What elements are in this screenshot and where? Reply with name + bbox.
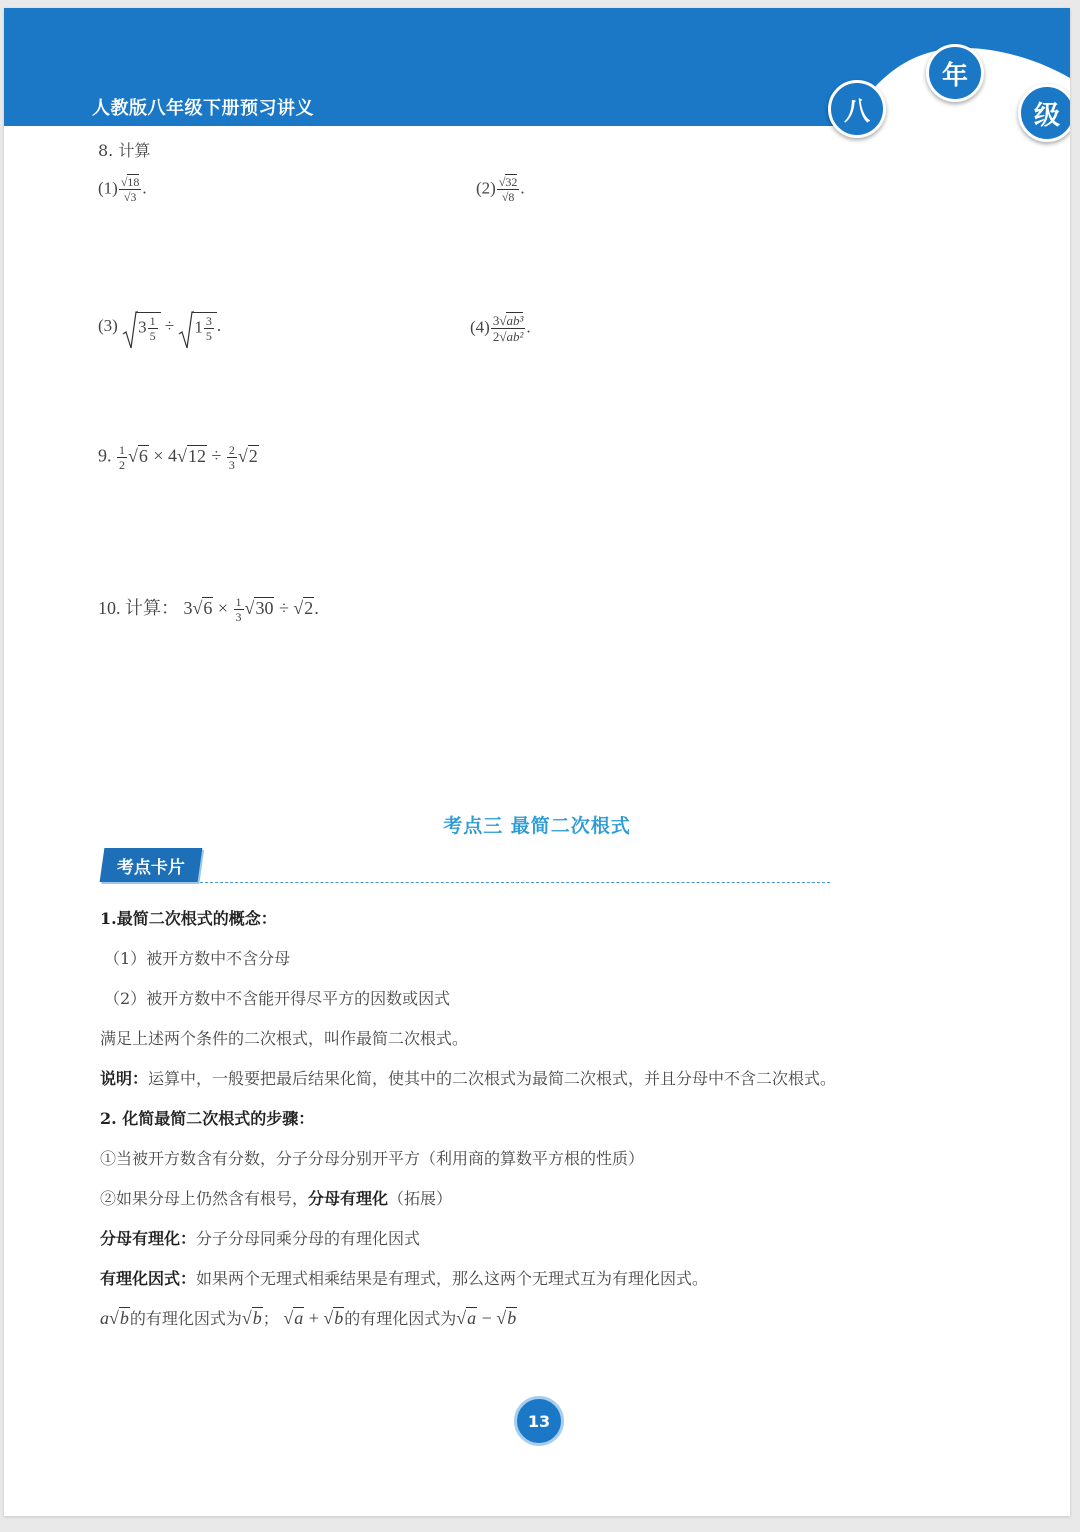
rationalizing-factor-examples: a√b的有理化因式为√b； √a + √b的有理化因式为√a − √b: [100, 1308, 517, 1328]
question-8-part-1: (1) $\frac{√18}{√3}$ .: [98, 175, 147, 204]
question-8-part-2: (2) $\frac{√32}{√8}$ .: [476, 175, 525, 204]
question-8-part-4: (4) $\frac{\text{3√ab³}}{\text{2√ab²}}$ .: [470, 313, 531, 344]
steps-heading: 2. 化简最简二次根式的步骤：: [100, 1109, 315, 1128]
question-8-label: 8. 计算: [98, 141, 151, 160]
concept-note: 说明：运算中，一般要把最后结果化简，使其中的二次根式为最简二次根式，并且分母中不含二次根式。: [100, 1069, 837, 1088]
document-page: [4, 8, 1070, 1516]
section-title: 考点三 最简二次根式: [443, 815, 631, 837]
card-tab: 考点卡片: [100, 848, 203, 882]
concept-condition-2: （2）被开方数中不含能开得尽平方的因数或因式: [104, 989, 451, 1008]
page-number: 13: [514, 1396, 564, 1446]
concept-definition: 满足上述两个条件的二次根式，叫作最简二次根式。: [100, 1029, 469, 1048]
dashed-divider: [200, 882, 830, 883]
question-9: 9. $\frac{1}{2}$ √6 × 4√12 ÷ $\frac{2}{3}$ √2: [98, 443, 258, 472]
header-title: 人教版八年级下册预习讲义: [92, 98, 314, 119]
question-8-part-3: (3) 3 $\frac{1}{5}$ ÷ 1 $\frac{3}{5}$ .: [98, 312, 221, 342]
grade-circle-ba: 八: [828, 80, 886, 138]
question-10: 10. 计算： 3√6 × $\frac{1}{3}$ √30 ÷ √2.: [98, 595, 319, 625]
rationalizing-factor-definition: 有理化因式：如果两个无理式相乘结果是有理式，那么这两个无理式互为有理化因式。: [100, 1269, 709, 1288]
step-2: ②如果分母上仍然含有根号，分母有理化（拓展）: [100, 1189, 453, 1208]
concept-heading: 1.最简二次根式的概念：: [100, 909, 277, 928]
grade-circle-ji: 级: [1018, 84, 1070, 142]
rationalize-definition: 分母有理化：分子分母同乘分母的有理化因式: [100, 1229, 421, 1248]
concept-condition-1: （1）被开方数中不含分母: [104, 949, 291, 968]
grade-circle-nian: 年: [926, 44, 984, 102]
step-1: ①当被开方数含有分数，分子分母分别开平方（利用商的算数平方根的性质）: [100, 1149, 645, 1168]
